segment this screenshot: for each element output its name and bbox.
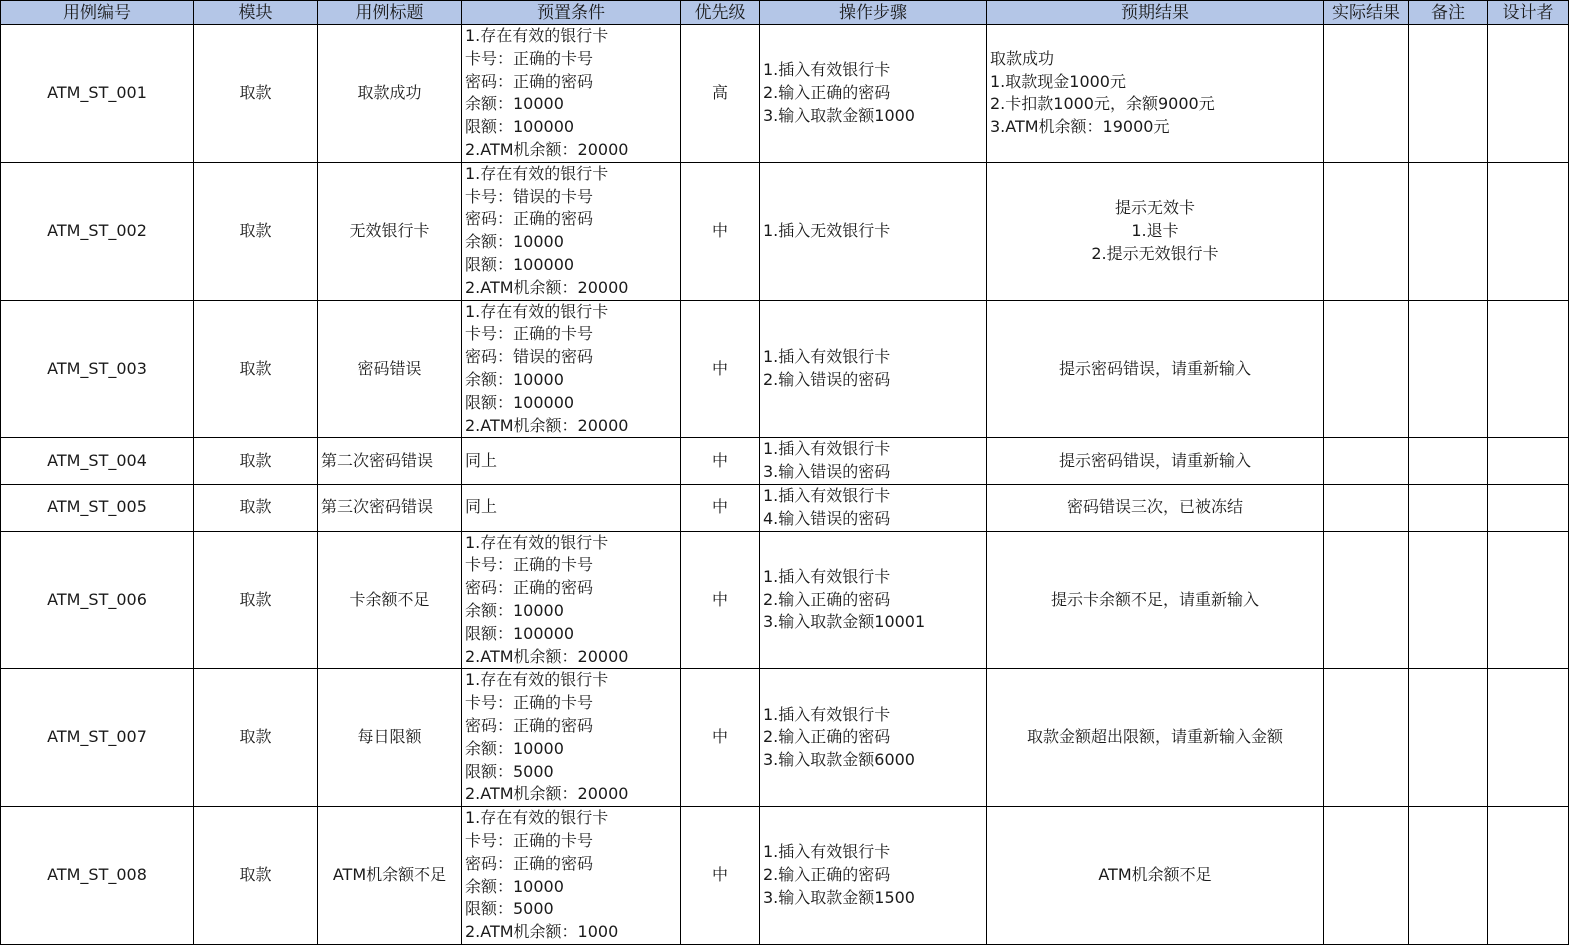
expected-line: 密码错误三次，已被冻结 bbox=[1066, 497, 1243, 517]
header-cell[interactable]: 优先级 bbox=[681, 1, 760, 25]
pre-line: 密码：错误的密码 bbox=[465, 347, 594, 367]
expected-line: 提示无效卡 bbox=[1114, 197, 1195, 217]
expected-line: 1.取款现金1000元 bbox=[990, 71, 1126, 91]
actual-cell[interactable] bbox=[1324, 484, 1409, 531]
pre-line: 2.ATM机余额：20000 bbox=[465, 646, 629, 666]
remark-cell[interactable] bbox=[1409, 531, 1488, 669]
expected-cell[interactable] bbox=[987, 25, 1324, 163]
designer-cell[interactable] bbox=[1488, 300, 1569, 438]
steps-cell[interactable] bbox=[760, 300, 987, 438]
pre-line: 1.存在有效的银行卡 bbox=[465, 808, 609, 828]
precondition-cell[interactable] bbox=[462, 484, 681, 531]
pre-line: 限额：100000 bbox=[465, 254, 575, 274]
expected-line: 2.卡扣款1000元，余额9000元 bbox=[990, 94, 1215, 114]
expected-line: 1.退卡 bbox=[1131, 220, 1179, 240]
pre-line: 余额：10000 bbox=[465, 600, 564, 620]
steps-line: 1.插入有效银行卡 bbox=[763, 485, 891, 505]
pre-line: 1.存在有效的银行卡 bbox=[465, 301, 609, 321]
module-cell[interactable]: 取款 bbox=[194, 25, 318, 163]
expected-cell[interactable] bbox=[987, 300, 1324, 438]
case-id-cell[interactable]: ATM_ST_005 bbox=[1, 484, 194, 531]
pre-line: 卡号：正确的卡号 bbox=[465, 48, 594, 68]
actual-cell[interactable] bbox=[1324, 300, 1409, 438]
title-cell[interactable]: 密码错误 bbox=[318, 300, 462, 438]
priority-cell[interactable]: 中 bbox=[681, 300, 760, 438]
priority-cell[interactable]: 中 bbox=[681, 807, 760, 945]
expected-line: 提示卡余额不足，请重新输入 bbox=[1050, 589, 1259, 609]
pre-line: 限额：5000 bbox=[465, 761, 554, 781]
pre-line: 2.ATM机余额：20000 bbox=[465, 784, 629, 804]
expected-cell[interactable] bbox=[987, 162, 1324, 300]
title-cell[interactable]: 无效银行卡 bbox=[318, 162, 462, 300]
steps-line: 2.输入错误的密码 bbox=[763, 369, 891, 389]
table-row bbox=[1, 162, 1569, 300]
remark-cell[interactable] bbox=[1409, 300, 1488, 438]
table-row bbox=[1, 531, 1569, 669]
actual-cell[interactable] bbox=[1324, 162, 1409, 300]
table-row bbox=[1, 300, 1569, 438]
pre-line: 限额：100000 bbox=[465, 623, 575, 643]
expected-line: 取款金额超出限额，请重新输入金额 bbox=[1026, 727, 1283, 747]
pre-line: 1.存在有效的银行卡 bbox=[465, 26, 609, 45]
expected-cell[interactable] bbox=[987, 807, 1324, 945]
designer-cell[interactable] bbox=[1488, 162, 1569, 300]
steps-line: 2.输入正确的密码 bbox=[763, 589, 891, 609]
steps-line: 1.插入无效银行卡 bbox=[763, 220, 891, 240]
case-id-cell[interactable]: ATM_ST_001 bbox=[1, 25, 194, 163]
pre-line: 限额：100000 bbox=[465, 392, 575, 412]
steps-line: 4.输入错误的密码 bbox=[763, 508, 891, 528]
steps-line: 3.输入取款金额1000 bbox=[763, 105, 915, 125]
steps-line: 1.插入有效银行卡 bbox=[763, 60, 891, 80]
pre-line: 卡号：正确的卡号 bbox=[465, 693, 594, 713]
pre-line: 限额：5000 bbox=[465, 899, 554, 919]
expected-line: 提示密码错误，请重新输入 bbox=[1058, 358, 1251, 378]
precondition-cell[interactable] bbox=[462, 162, 681, 300]
pre-line: 同上 bbox=[465, 450, 498, 470]
precondition-cell[interactable] bbox=[462, 300, 681, 438]
priority-cell[interactable]: 中 bbox=[681, 669, 760, 807]
table-row bbox=[1, 25, 1569, 163]
case-id-cell[interactable]: ATM_ST_004 bbox=[1, 438, 194, 485]
header-cell[interactable]: 用例标题 bbox=[318, 1, 462, 25]
remark-cell[interactable] bbox=[1409, 162, 1488, 300]
steps-cell[interactable] bbox=[760, 162, 987, 300]
table-row bbox=[1, 669, 1569, 807]
pre-line: 余额：10000 bbox=[465, 876, 564, 896]
steps-line: 1.插入有效银行卡 bbox=[763, 704, 891, 724]
pre-line: 限额：100000 bbox=[465, 117, 575, 137]
actual-cell[interactable] bbox=[1324, 669, 1409, 807]
pre-line: 2.ATM机余额：20000 bbox=[465, 415, 629, 435]
precondition-cell[interactable] bbox=[462, 807, 681, 945]
expected-cell[interactable] bbox=[987, 531, 1324, 669]
module-cell[interactable]: 取款 bbox=[194, 807, 318, 945]
steps-line: 3.输入取款金额10001 bbox=[763, 612, 926, 632]
precondition-cell[interactable] bbox=[462, 25, 681, 163]
steps-cell[interactable] bbox=[760, 807, 987, 945]
designer-cell[interactable] bbox=[1488, 484, 1569, 531]
pre-line: 密码：正确的密码 bbox=[465, 578, 594, 598]
case-id-cell[interactable]: ATM_ST_003 bbox=[1, 300, 194, 438]
steps-line: 1.插入有效银行卡 bbox=[763, 566, 891, 586]
steps-line: 3.输入取款金额1500 bbox=[763, 887, 915, 907]
steps-line: 1.插入有效银行卡 bbox=[763, 439, 891, 459]
case-id-cell[interactable]: ATM_ST_007 bbox=[1, 669, 194, 807]
priority-cell[interactable]: 高 bbox=[681, 25, 760, 163]
steps-line: 1.插入有效银行卡 bbox=[763, 347, 891, 367]
pre-line: 卡号：正确的卡号 bbox=[465, 555, 594, 575]
remark-cell[interactable] bbox=[1409, 438, 1488, 485]
case-id-cell[interactable]: ATM_ST_006 bbox=[1, 531, 194, 669]
priority-cell[interactable]: 中 bbox=[681, 531, 760, 669]
table-row bbox=[1, 438, 1569, 485]
designer-cell[interactable] bbox=[1488, 531, 1569, 669]
case-id-cell[interactable]: ATM_ST_008 bbox=[1, 807, 194, 945]
remark-cell[interactable] bbox=[1409, 669, 1488, 807]
title-cell[interactable]: ATM机余额不足 bbox=[318, 807, 462, 945]
steps-line: 2.输入正确的密码 bbox=[763, 727, 891, 747]
pre-line: 1.存在有效的银行卡 bbox=[465, 670, 609, 690]
pre-line: 2.ATM机余额：20000 bbox=[465, 139, 629, 159]
pre-line: 2.ATM机余额：1000 bbox=[465, 922, 619, 942]
steps-cell[interactable] bbox=[760, 438, 987, 485]
remark-cell[interactable] bbox=[1409, 484, 1488, 531]
actual-cell[interactable] bbox=[1324, 438, 1409, 485]
expected-line: 提示密码错误，请重新输入 bbox=[1058, 450, 1251, 470]
precondition-cell[interactable] bbox=[462, 531, 681, 669]
remark-cell[interactable] bbox=[1409, 807, 1488, 945]
priority-cell[interactable]: 中 bbox=[681, 162, 760, 300]
pre-line: 2.ATM机余额：20000 bbox=[465, 277, 629, 297]
steps-line: 2.输入正确的密码 bbox=[763, 865, 891, 885]
module-cell[interactable]: 取款 bbox=[194, 531, 318, 669]
steps-line: 3.输入取款金额6000 bbox=[763, 750, 915, 770]
table-row bbox=[1, 484, 1569, 531]
priority-cell[interactable]: 中 bbox=[681, 484, 760, 531]
pre-line: 密码：正确的密码 bbox=[465, 71, 594, 91]
title-cell[interactable]: 每日限额 bbox=[318, 669, 462, 807]
expected-line: 取款成功 bbox=[990, 48, 1055, 68]
steps-line: 2.输入正确的密码 bbox=[763, 82, 891, 102]
pre-line: 卡号：正确的卡号 bbox=[465, 324, 594, 344]
pre-line: 卡号：正确的卡号 bbox=[465, 831, 594, 850]
header-cell[interactable]: 预置条件 bbox=[462, 1, 681, 25]
precondition-cell[interactable] bbox=[462, 438, 681, 485]
steps-line: 3.输入错误的密码 bbox=[763, 462, 891, 482]
steps-cell[interactable] bbox=[760, 669, 987, 807]
header-row bbox=[1, 1, 1569, 25]
actual-cell[interactable] bbox=[1324, 25, 1409, 163]
header-cell[interactable]: 用例编号 bbox=[1, 1, 194, 25]
pre-line: 1.存在有效的银行卡 bbox=[465, 532, 609, 552]
designer-cell[interactable] bbox=[1488, 807, 1569, 945]
pre-line: 密码：正确的密码 bbox=[465, 209, 594, 229]
pre-line: 余额：10000 bbox=[465, 232, 564, 252]
header-cell[interactable]: 设计者 bbox=[1488, 1, 1569, 25]
pre-line: 余额：10000 bbox=[465, 369, 564, 389]
header-cell[interactable]: 操作步骤 bbox=[760, 1, 987, 25]
table-row bbox=[1, 807, 1569, 945]
module-cell[interactable]: 取款 bbox=[194, 669, 318, 807]
header-cell[interactable]: 预期结果 bbox=[987, 1, 1324, 25]
title-cell[interactable]: 取款成功 bbox=[318, 25, 462, 163]
module-cell[interactable]: 取款 bbox=[194, 300, 318, 438]
header-cell[interactable]: 备注 bbox=[1409, 1, 1488, 25]
title-cell[interactable]: 第三次密码错误 bbox=[318, 484, 462, 531]
pre-line: 余额：10000 bbox=[465, 94, 564, 114]
module-cell[interactable]: 取款 bbox=[194, 162, 318, 300]
steps-cell[interactable] bbox=[760, 531, 987, 669]
steps-line: 1.插入有效银行卡 bbox=[763, 842, 891, 862]
designer-cell[interactable] bbox=[1488, 25, 1569, 163]
pre-line: 余额：10000 bbox=[465, 738, 564, 758]
pre-line: 密码：正确的密码 bbox=[465, 853, 594, 873]
expected-cell[interactable] bbox=[987, 669, 1324, 807]
steps-cell[interactable] bbox=[760, 484, 987, 531]
title-cell[interactable]: 卡余额不足 bbox=[318, 531, 462, 669]
module-cell[interactable]: 取款 bbox=[194, 484, 318, 531]
header-cell[interactable]: 模块 bbox=[194, 1, 318, 25]
expected-cell[interactable] bbox=[987, 484, 1324, 531]
pre-line: 同上 bbox=[465, 497, 498, 517]
actual-cell[interactable] bbox=[1324, 531, 1409, 669]
expected-line: 3.ATM机余额：19000元 bbox=[990, 117, 1170, 137]
precondition-cell[interactable] bbox=[462, 669, 681, 807]
pre-line: 1.存在有效的银行卡 bbox=[465, 163, 609, 183]
expected-cell[interactable] bbox=[987, 438, 1324, 485]
case-id-cell[interactable]: ATM_ST_002 bbox=[1, 162, 194, 300]
expected-line: ATM机余额不足 bbox=[1098, 865, 1212, 885]
title-cell[interactable]: 第二次密码错误 bbox=[318, 438, 462, 485]
remark-cell[interactable] bbox=[1409, 25, 1488, 163]
pre-line: 卡号：错误的卡号 bbox=[465, 186, 594, 206]
module-cell[interactable]: 取款 bbox=[194, 438, 318, 485]
designer-cell[interactable] bbox=[1488, 438, 1569, 485]
actual-cell[interactable] bbox=[1324, 807, 1409, 945]
steps-cell[interactable] bbox=[760, 25, 987, 163]
pre-line: 密码：正确的密码 bbox=[465, 715, 594, 735]
priority-cell[interactable]: 中 bbox=[681, 438, 760, 485]
designer-cell[interactable] bbox=[1488, 669, 1569, 807]
expected-line: 2.提示无效银行卡 bbox=[1091, 243, 1219, 263]
header-cell[interactable]: 实际结果 bbox=[1324, 1, 1409, 25]
